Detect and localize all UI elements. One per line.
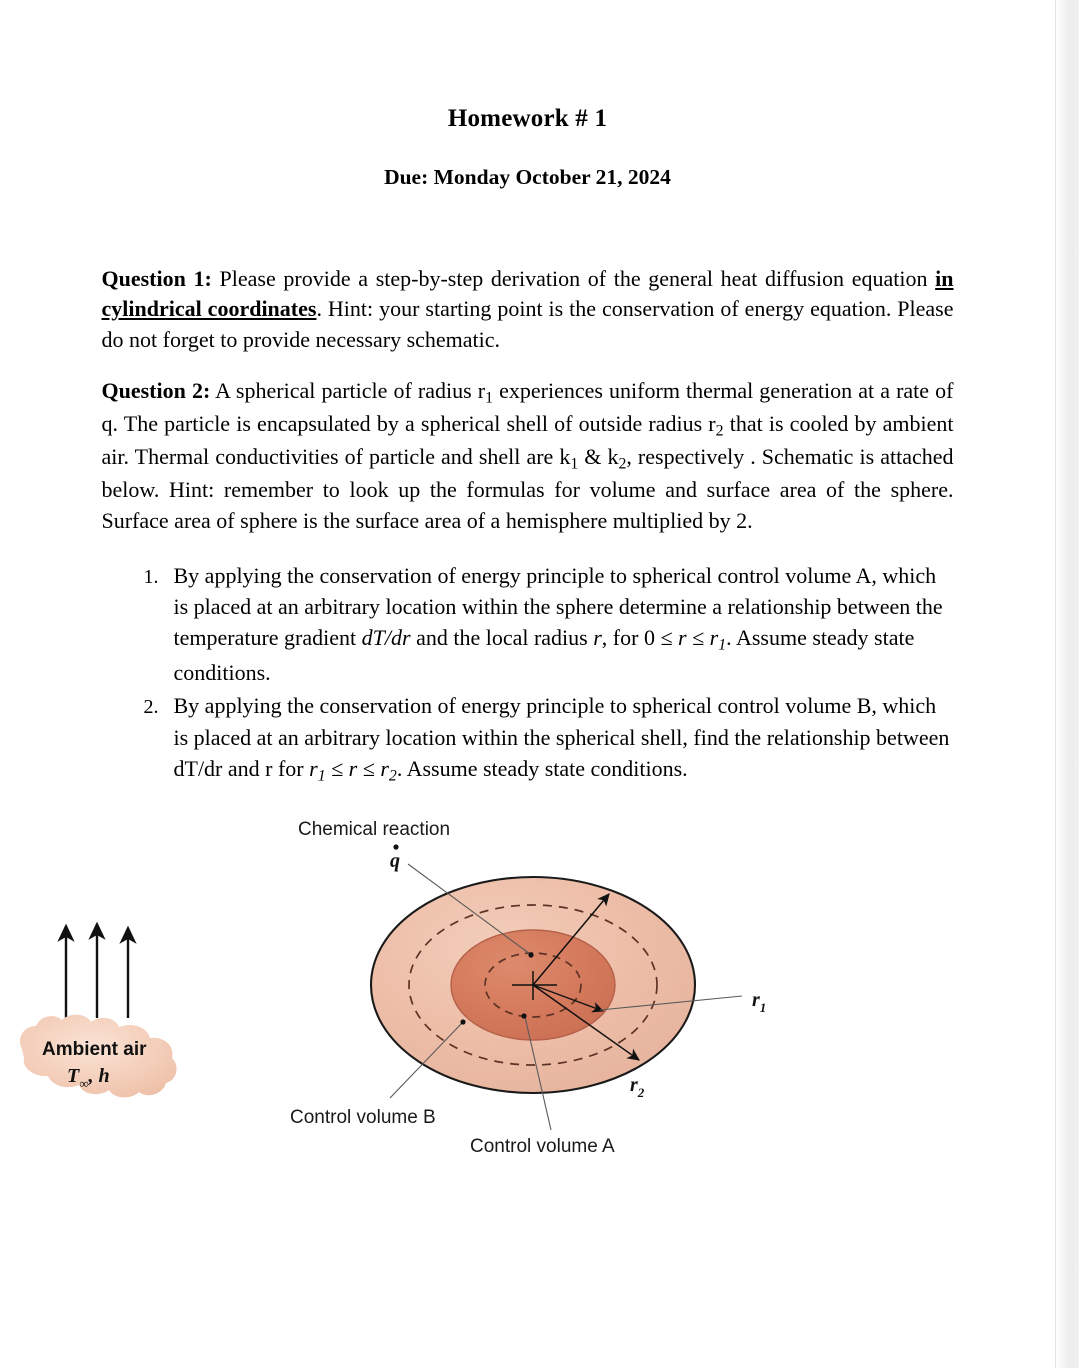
- item-1-math1: dT/dr: [361, 625, 411, 651]
- control-volume-b-anchor-point: [460, 1019, 465, 1024]
- question-2-sub3: 1: [570, 455, 579, 473]
- question-2-seg2: experiences uniform thermal generation at a rate of q. The particle is encapsulated by a spherical shell of outside radius r: [101, 377, 954, 436]
- ambient-air-arrows-group: [66, 924, 128, 1018]
- q-dot-anchor-point: [528, 952, 533, 957]
- q-dot-glyph: q: [390, 849, 400, 872]
- schematic-figure: [0, 810, 1055, 1170]
- item-1-math3-sub: 1: [718, 636, 727, 654]
- list-item: [164, 560, 954, 689]
- item-2-math2-sub: 2: [388, 767, 397, 785]
- question-1-text-after: . Hint: your starting point is the conservation of energy equation. Please do not forget to provide necessary schematic.: [101, 296, 954, 352]
- question-2-seg1: A spherical particle of radius r: [210, 377, 486, 403]
- question-2-sublist: [102, 560, 954, 788]
- radius-1-symbol: r: [752, 988, 760, 1011]
- item-1-math2: r: [593, 625, 602, 651]
- question-2-sub1: 1: [485, 389, 494, 407]
- question-2-seg5: , respectively . Schematic is attached below. Hint: remember to look up the formulas for volume and surface area of the sphere. Surface area of sphere is the surface area of a hemisphere multiplied by 2.: [101, 444, 954, 533]
- radius-2-symbol: r: [630, 1073, 638, 1096]
- item-2-math1: r: [309, 755, 318, 781]
- ambient-air-label: Ambient air: [42, 1038, 147, 1060]
- question-1-emphasis: in cylindrical coordinates: [101, 266, 954, 322]
- question-2-label: Question 2:: [101, 377, 211, 403]
- item-1-seg1: By applying the conservation of energy principle to spherical control volume A, which is placed at an arbitrary location within the sphere determine a relationship between the temperature gradient: [173, 562, 943, 651]
- question-2-paragraph: [102, 376, 954, 536]
- page-edge-strip: [1055, 0, 1079, 1368]
- question-1-paragraph: [102, 264, 954, 355]
- control-volume-a-anchor-point: [521, 1013, 526, 1018]
- control-volume-b-label: Control volume B: [290, 1106, 436, 1128]
- question-1-label: Question 1:: [101, 266, 212, 291]
- control-volume-a-label: Control volume A: [470, 1135, 615, 1157]
- question-2-seg4: & k: [578, 444, 619, 470]
- question-2-sub4: 2: [618, 455, 627, 473]
- item-1-seg4: . Assume steady state conditions.: [173, 625, 915, 686]
- item-2-seg1: By applying the conservation of energy principle to spherical control volume B, which is placed at an arbitrary location within the spherical shell, find the relationship between dT/dr and r for: [173, 693, 950, 781]
- ambient-temp-symbol: T: [67, 1064, 80, 1087]
- item-2-math1-sub: 1: [317, 767, 326, 785]
- list-item: [164, 690, 954, 787]
- radius-1-label: [752, 989, 766, 1015]
- radius-2-subscript: 2: [637, 1084, 645, 1100]
- document-body: [102, 190, 954, 788]
- q-dot-label: [390, 844, 400, 872]
- radius-1-subscript: 1: [759, 999, 767, 1015]
- question-1-text-before: Please provide a step-by-step derivation of the general heat diffusion equation: [211, 266, 936, 291]
- item-1-seg2: and the local radius: [410, 625, 594, 651]
- ambient-h-symbol: , h: [88, 1064, 110, 1087]
- question-2-sub2: 2: [715, 422, 724, 440]
- q-dot-overdot-icon: [393, 844, 398, 849]
- item-1-math3: ≤ r ≤ r: [660, 625, 719, 651]
- due-date-subtitle: Due: Monday October 21, 2024: [384, 165, 671, 189]
- chemical-reaction-label: Chemical reaction: [298, 818, 451, 840]
- item-2-math2: ≤ r ≤ r: [325, 755, 389, 781]
- radius-2-label: [630, 1074, 645, 1100]
- item-2-seg2: . Assume steady state conditions.: [396, 755, 688, 781]
- ambient-temp-subscript: ∞: [79, 1075, 89, 1091]
- page-title: Homework # 1: [447, 105, 608, 132]
- sphere-schematic-svg: [0, 810, 1055, 1170]
- item-1-seg3: , for 0: [601, 625, 661, 651]
- question-2-seg3: that is cooled by ambient air. Thermal conductivities of particle and shell are k: [101, 410, 954, 470]
